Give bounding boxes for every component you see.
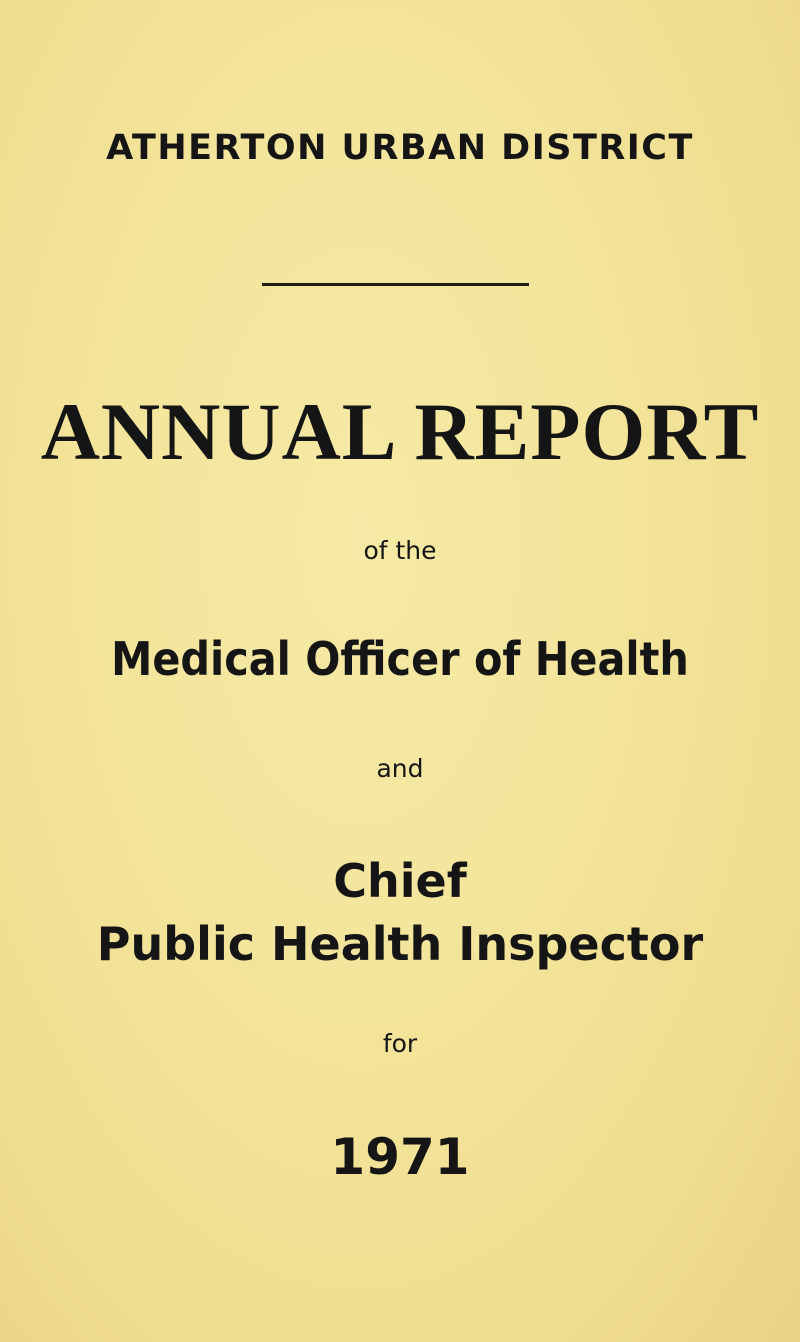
public-health-inspector-title: Public Health Inspector [96,917,704,971]
of-the-text: of the [363,536,437,565]
report-title: ANNUAL REPORT [40,386,760,477]
for-text: for [382,1029,418,1058]
divider-rule [262,283,529,286]
and-text: and [376,754,424,783]
chief-title: Chief [333,854,467,908]
report-year: 1971 [330,1128,470,1186]
district-heading: ATHERTON URBAN DISTRICT [106,128,694,168]
medical-officer-title: Medical Officer of Health [111,632,689,686]
